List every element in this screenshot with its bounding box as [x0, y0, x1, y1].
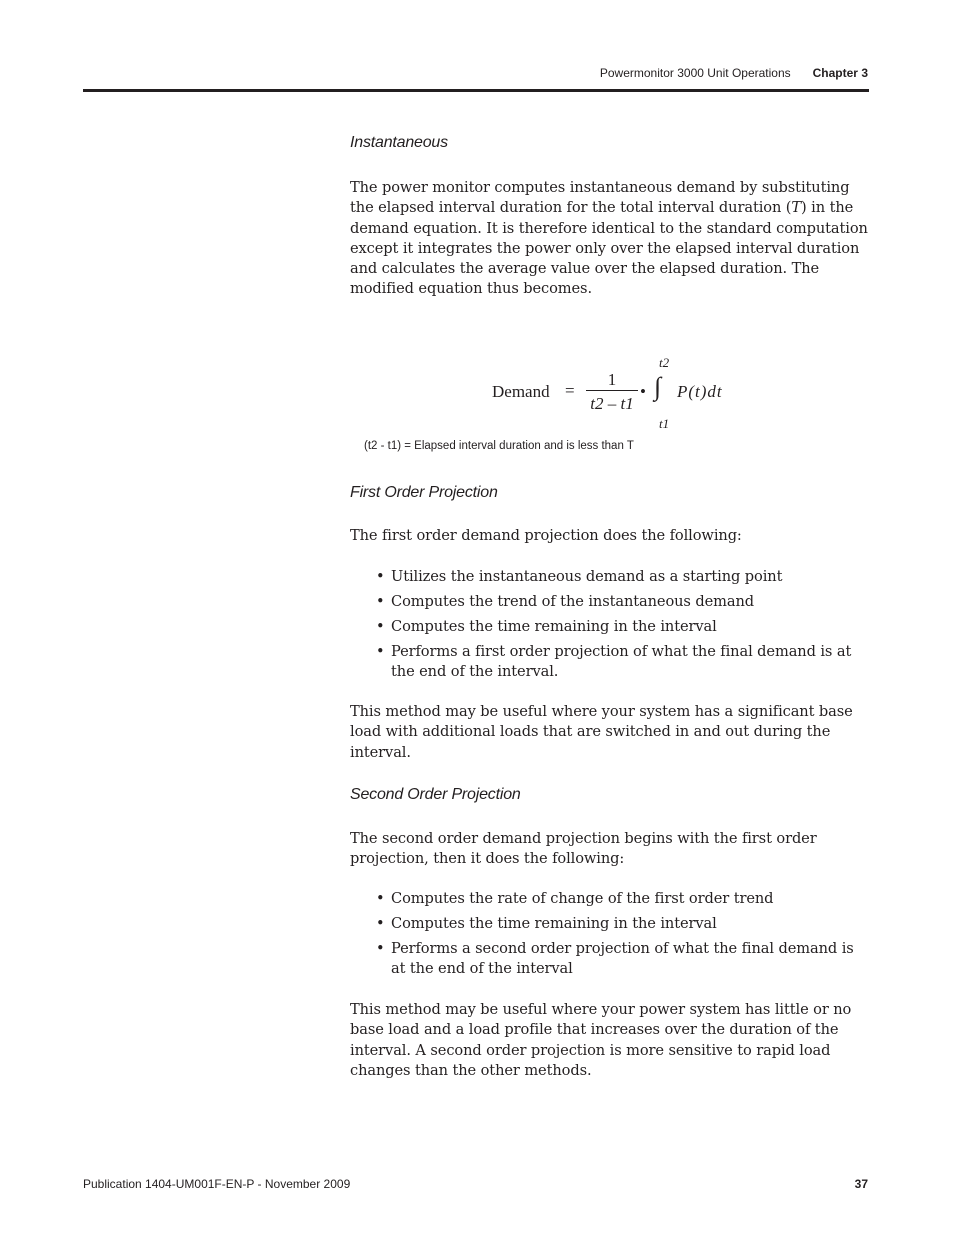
integral-upper-limit: t2: [659, 355, 670, 370]
running-header: [600, 66, 868, 80]
heading-first-order: First Order Projection: [350, 484, 498, 501]
list-item: • Performs a first order projection of what the final demand is at the end of the interval.: [376, 642, 852, 681]
header-rule: [83, 89, 869, 92]
list-item: • Performs a second order projection of what the final demand is at the end of the interval: [376, 939, 854, 978]
paragraph-second-order-closing: This method may be useful where your power system has little or no base load and a load profile that increases over the duration of the interval. A second order projection is more sensitive to rapid load changes than the other methods.: [350, 1001, 852, 1079]
heading-instantaneous: Instantaneous: [350, 134, 448, 151]
list-item: • Computes the time remaining in the interval: [376, 617, 717, 635]
fraction-bar: [586, 390, 638, 391]
footer-publication: Publication 1404-UM001F-EN-P - November 2009: [83, 1177, 351, 1191]
page-number: 37: [854, 1177, 868, 1191]
header-chapter: Chapter 3: [812, 66, 868, 80]
list-item: • Utilizes the instantaneous demand as a starting point: [376, 568, 783, 585]
demand-equation: [480, 350, 740, 440]
equation-label: Demand: [492, 382, 550, 401]
equation-caption: (t2 - t1) = Elapsed interval duration and is less than T: [364, 440, 634, 452]
equation-equals: =: [565, 381, 575, 400]
list-item: • Computes the trend of the instantaneous demand: [376, 592, 755, 610]
paragraph-first-order-closing: This method may be useful where your system has a significant base load with additional loads that are switched in and out during the interval.: [350, 703, 853, 761]
second-order-bullet-list: [376, 889, 868, 984]
paragraph-first-order-intro: The first order demand projection does the following:: [350, 527, 742, 544]
paragraph-instantaneous: The power monitor computes instantaneous demand by substituting the elapsed interval duration for the total interval duration (T) in the demand equation. It is therefore identical to the standard computation except it integrates the power only over the elapsed interval duration and calculates the average value over the elapsed duration. The modified equation thus becomes.: [350, 179, 868, 298]
integral-sign: ∫: [654, 372, 662, 401]
heading-second-order: Second Order Projection: [350, 786, 521, 803]
fraction-denominator: t2 – t1: [590, 394, 634, 413]
list-item: • Computes the time remaining in the interval: [376, 914, 717, 932]
header-section-title: Powermonitor 3000 Unit Operations: [599, 66, 791, 80]
integral-lower-limit: t1: [659, 416, 670, 431]
first-order-bullet-list: [376, 567, 868, 687]
dot-operator: •: [640, 382, 646, 401]
paragraph-second-order-intro: The second order demand projection begins with the first order projection, then it does the following:: [350, 830, 817, 868]
integrand: P(t)dt: [677, 382, 723, 401]
italic-T: T: [791, 199, 802, 217]
fraction-numerator: 1: [607, 370, 617, 389]
list-item: • Computes the rate of change of the first order trend: [376, 890, 774, 907]
